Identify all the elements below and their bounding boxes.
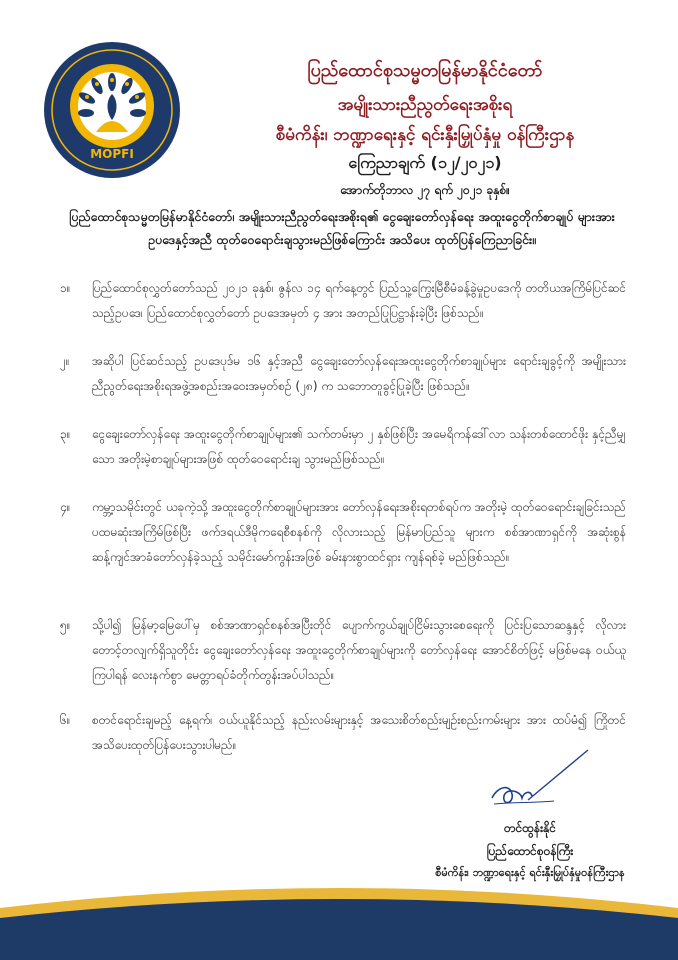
- header-country: ပြည်ထောင်စုသမ္မတမြန်မာနိုင်ငံတော်: [307, 60, 543, 81]
- signatory-ministry: စီမံကိန်း၊ ဘဏ္ဍာရေးနှင့် ရင်းနှီးမြှုပ်နှံမှုဝန်ကြီးဌာန: [435, 866, 625, 879]
- paragraph-text: ငွေချေးတော်လှန်ရေး အထူးငွေတိုက်စာချုပ်များ၏ သက်တမ်းမှာ ၂ နှစ်ဖြစ်ပြီး အမေရိကန်ဒေါ်လာ သန်းတစ်ထောင်ဖိုး နှင့်ညီမျှသော အတိုးမဲ့စာချုပ်များအဖြစ် ထုတ်ဝေရောင်းချ သွားမည်ဖြစ်သည်။: [92, 427, 626, 466]
- footer-band: [0, 878, 678, 960]
- paragraph-number: ၁။: [60, 281, 71, 295]
- signatory-name: တင်ထွန်းနိုင်: [503, 821, 557, 835]
- peacock-seal-icon: [42, 40, 182, 180]
- announcement-subject: ပြည်ထောင်စုသမ္မတမြန်မာနိုင်ငံတော်၊ အမျိုးသားညီညွတ်ရေးအစိုးရ၏ ငွေချေးတော်လှန်ရေး အထူးငွေတိုက်စာချုပ် များအား ဥပဒေနှင့်အညီ ထုတ်ဝေရောင်းချသွားမည်ဖြစ်ကြောင်း အသိပေး ထုတ်ပြန်ကြေညာခြင်း။: [69, 209, 615, 247]
- paragraph-text: စတင်ရောင်းချမည့် နေ့ရက်၊ ဝယ်ယူနိုင်သည့် နည်းလမ်းများနှင့် အသေးစိတ်စည်းမျဉ်းစည်းကမ်းများ အား ထပ်မံ၍ ကြိုတင်အသိပေးထုတ်ပြန်ပေးသွားပါမည်။: [92, 713, 626, 752]
- paragraph-number: ၃။: [60, 427, 71, 441]
- paragraph-number: ၄။: [60, 500, 71, 514]
- paragraph-number: ၅။: [60, 618, 71, 632]
- paragraph: [60, 495, 626, 570]
- paragraph-text: အဆိုပါ ပြင်ဆင်သည့် ဥပဒေပုဒ်မ ၁၆ နှင့်အညီ ငွေချေးတော်လှန်ရေးအထူးငွေတိုက်စာချုပ်များ ရောင်းချခွင့်ကို အမျိုးသားညီညွတ်ရေးအစိုးရအဖွဲ့အစည်းအဝေးအမှတ်စဉ် (၂၈) က သဘောတူခွင့်ပြုခဲ့ပြီး ဖြစ်သည်။: [92, 354, 626, 393]
- paragraph: [60, 422, 626, 472]
- paragraph-text: သို့ပါ၍ မြန်မာ့မြေပေါ်မှ စစ်အာဏာရှင်စနစ်အပြီးတိုင် ပျောက်ကွယ်ချုပ်ငြိမ်းသွားစေရေးကို ပြင်းပြသောဆန္ဒနှင့် လိုလားတောင့်တလျက်ရှိသူတိုင်း ငွေချေးတော်လှန်ရေး အထူးငွေတိုက်စာချုပ်များကို တော်လှန်ရေး အောင်စိတ်ဖြင့် မဖြစ်မနေ ဝယ်ယူကြပါရန် လေးနက်စွာ မေတ္တာရပ်ခံတိုက်တွန်းအပ်ပါသည်။: [92, 618, 626, 682]
- signatory-title: ပြည်ထောင်စုဝန်ကြီး: [486, 844, 574, 858]
- paragraph-text: ပြည်ထောင်စုလွှတ်တော်သည် ၂၀၂၁ ခုနှစ်၊ ဇွန်လ ၁၄ ရက်နေ့တွင် ပြည်သူ့ကြွေးမြီစီမံခန့်ခွဲမှုဥပဒေကို တတိယအကြိမ်ပြင်ဆင်သည့်ဥပဒေ၊ ပြည်ထောင်စုလွှတ်တော် ဥပဒေအမှတ် ၄ အား အတည်ပြုပြဋ္ဌာန်းခဲ့ပြီး ဖြစ်သည်။: [92, 281, 626, 320]
- header-government: အမျိုးသားညီညွတ်ရေးအစိုးရ: [337, 95, 513, 115]
- logo-label: MOPFI: [90, 147, 134, 161]
- paragraph-number: ၂။: [60, 354, 70, 368]
- paragraph-number: ၆။: [60, 713, 71, 727]
- paragraph: [60, 613, 626, 688]
- header-ministry: စီမံကိန်း၊ ဘဏ္ဍာရေးနှင့် ရင်းနှီးမြှုပ်နှံမှု ဝန်ကြီးဌာန: [275, 125, 575, 145]
- paragraph: [60, 349, 626, 399]
- announcement-title: ကြေညာချက် (၁၂/၂၀၂၁): [348, 153, 502, 172]
- announcement-date: အောက်တိုဘာလ ၂၇ ရက် ၂၀၂၁ ခုနှစ်။: [340, 183, 510, 197]
- signature-icon: [484, 746, 594, 818]
- paragraph: [60, 276, 626, 326]
- paragraph-text: ကမ္ဘာ့သမိုင်းတွင် ယခုကဲ့သို့ အထူးငွေတိုက်စာချုပ်များအား တော်လှန်ရေးအစိုးရတစ်ရပ်က အတိုးမဲ့ ထုတ်ဝေရောင်းချခြင်းသည် ပထမဆုံးအကြိမ်ဖြစ်ပြီး ဖက်ဒရယ်ဒီမိုကရေစီစနစ်ကို လိုလားသည့် မြန်မာပြည်သူ များက စစ်အာဏာရှင်ကို အဆုံးစွန် ဆန့်ကျင်အာခံတော်လှန်ခဲ့သည့် သမိုင်းမော်ကွန်းအဖြစ် ခမ်းနားစွာထင်ရှား ကျန်ရစ်ခဲ့ မည်ဖြစ်သည်။: [92, 500, 626, 564]
